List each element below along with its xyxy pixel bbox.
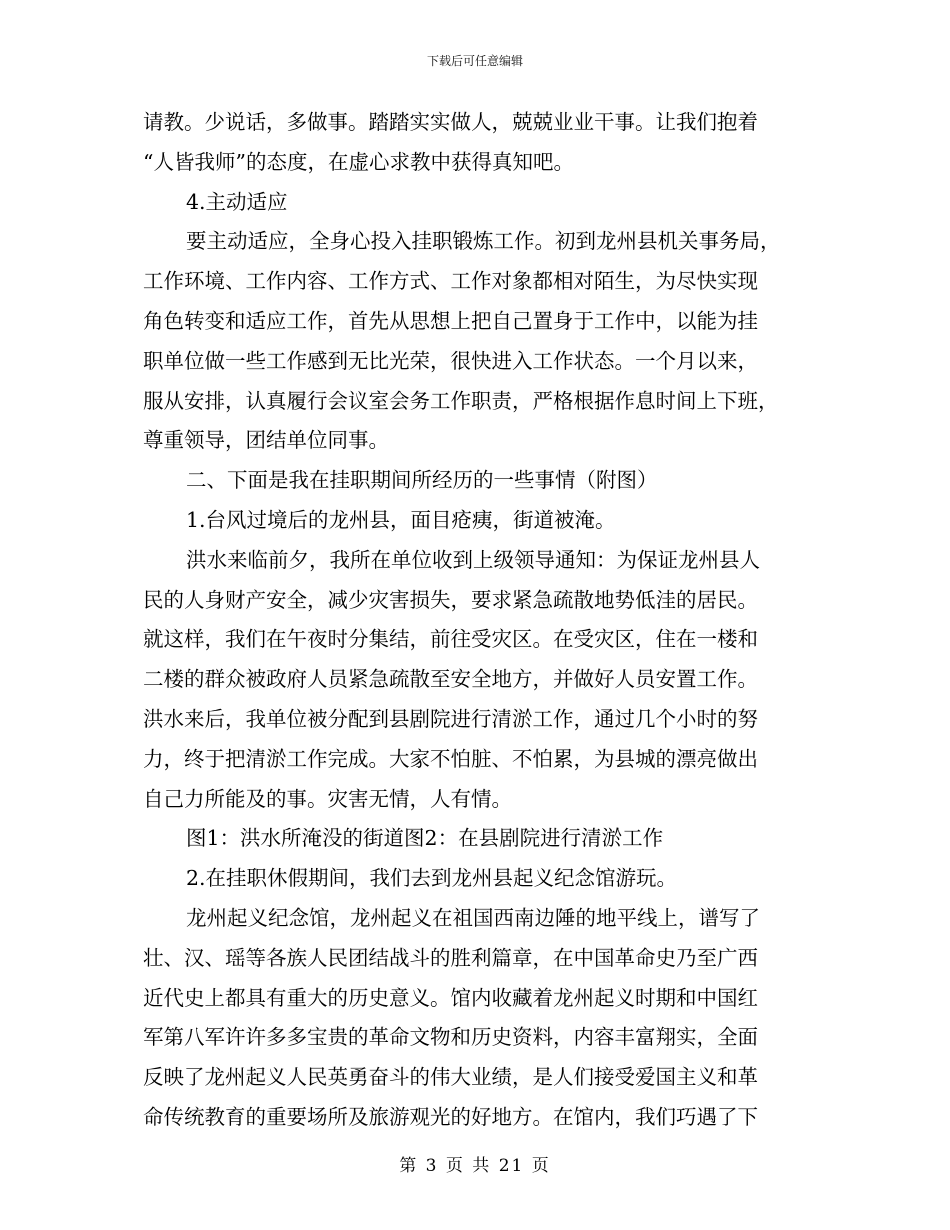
body-line-18: 自己力所能及的事。灾害无情，人有情。	[143, 786, 512, 811]
body-line-25: 反映了龙州起义人民英勇奋斗的伟大业绩，是人们接受爱国主义和革	[143, 1065, 758, 1090]
page-header: 下载后可任意编辑	[426, 54, 523, 68]
section-heading-experiences: 二、下面是我在挂职期间所经历的一些事情（附图）	[186, 468, 658, 493]
body-line-22: 壮、汉、瑶等各族人民团结战斗的胜利篇章，在中国革命史乃至广西	[143, 945, 758, 970]
section-heading-active-adaptation: 4.主动适应	[186, 189, 288, 214]
body-line-5: 工作环境、工作内容、工作方式、工作对象都相对陌生，为尽快实现	[143, 269, 758, 294]
body-line-23: 近代史上都具有重大的历史意义。馆内收藏着龙州起义时期和中国红	[143, 985, 758, 1010]
figure-caption: 图1：洪水所淹没的街道图2：在县剧院进行清淤工作	[186, 826, 664, 851]
body-line-17: 力，终于把清淤工作完成。大家不怕脏、不怕累，为县城的漂亮做出	[143, 746, 758, 771]
body-line-26: 命传统教育的重要场所及旅游观光的好地方。在馆内，我们巧遇了下	[143, 1104, 758, 1129]
body-line-4: 要主动适应，全身心投入挂职锻炼工作。初到龙州县机关事务局，	[186, 229, 781, 254]
body-line-24: 军第八军许许多多宝贵的革命文物和历史资料，内容丰富翔实，全面	[143, 1025, 758, 1050]
page-number: 第 3 页 共 21 页	[399, 1156, 551, 1176]
document-body	[143, 103, 813, 1138]
body-line-9: 尊重领导，团结单位同事。	[143, 428, 389, 453]
body-line-7: 职单位做一些工作感到无比光荣，很快进入工作状态。一个月以来，	[143, 348, 758, 373]
body-line-16: 洪水来后，我单位被分配到县剧院进行清淤工作，通过几个小时的努	[143, 706, 758, 731]
body-line-2: “人皆我师”的态度，在虚心求教中获得真知吧。	[143, 149, 574, 174]
body-line-21: 龙州起义纪念馆，龙州起义在祖国西南边陲的地平线上，谱写了	[186, 905, 760, 930]
body-line-13: 民的人身财产安全，减少灾害损失，要求紧急疏散地势低洼的居民。	[143, 587, 758, 612]
body-line-1: 请教。少说话，多做事。踏踏实实做人，兢兢业业干事。让我们抱着	[143, 110, 758, 134]
body-line-6: 角色转变和适应工作，首先从思想上把自己置身于工作中，以能为挂	[143, 308, 758, 333]
body-line-12: 洪水来临前夕，我所在单位收到上级领导通知：为保证龙州县人	[186, 547, 760, 572]
item-heading-memorial-visit: 2.在挂职休假期间，我们去到龙州县起义纪念馆游玩。	[186, 866, 678, 891]
body-line-8: 服从安排，认真履行会议室会务工作职责，严格根据作息时间上下班，	[143, 388, 779, 413]
body-line-14: 就这样，我们在午夜时分集结，前往受灾区。在受灾区，住在一楼和	[143, 627, 758, 652]
body-line-15: 二楼的群众被政府人员紧急疏散至安全地方，并做好人员安置工作。	[143, 667, 758, 692]
item-heading-typhoon: 1.台风过境后的龙州县，面目疮痍，街道被淹。	[186, 507, 616, 532]
